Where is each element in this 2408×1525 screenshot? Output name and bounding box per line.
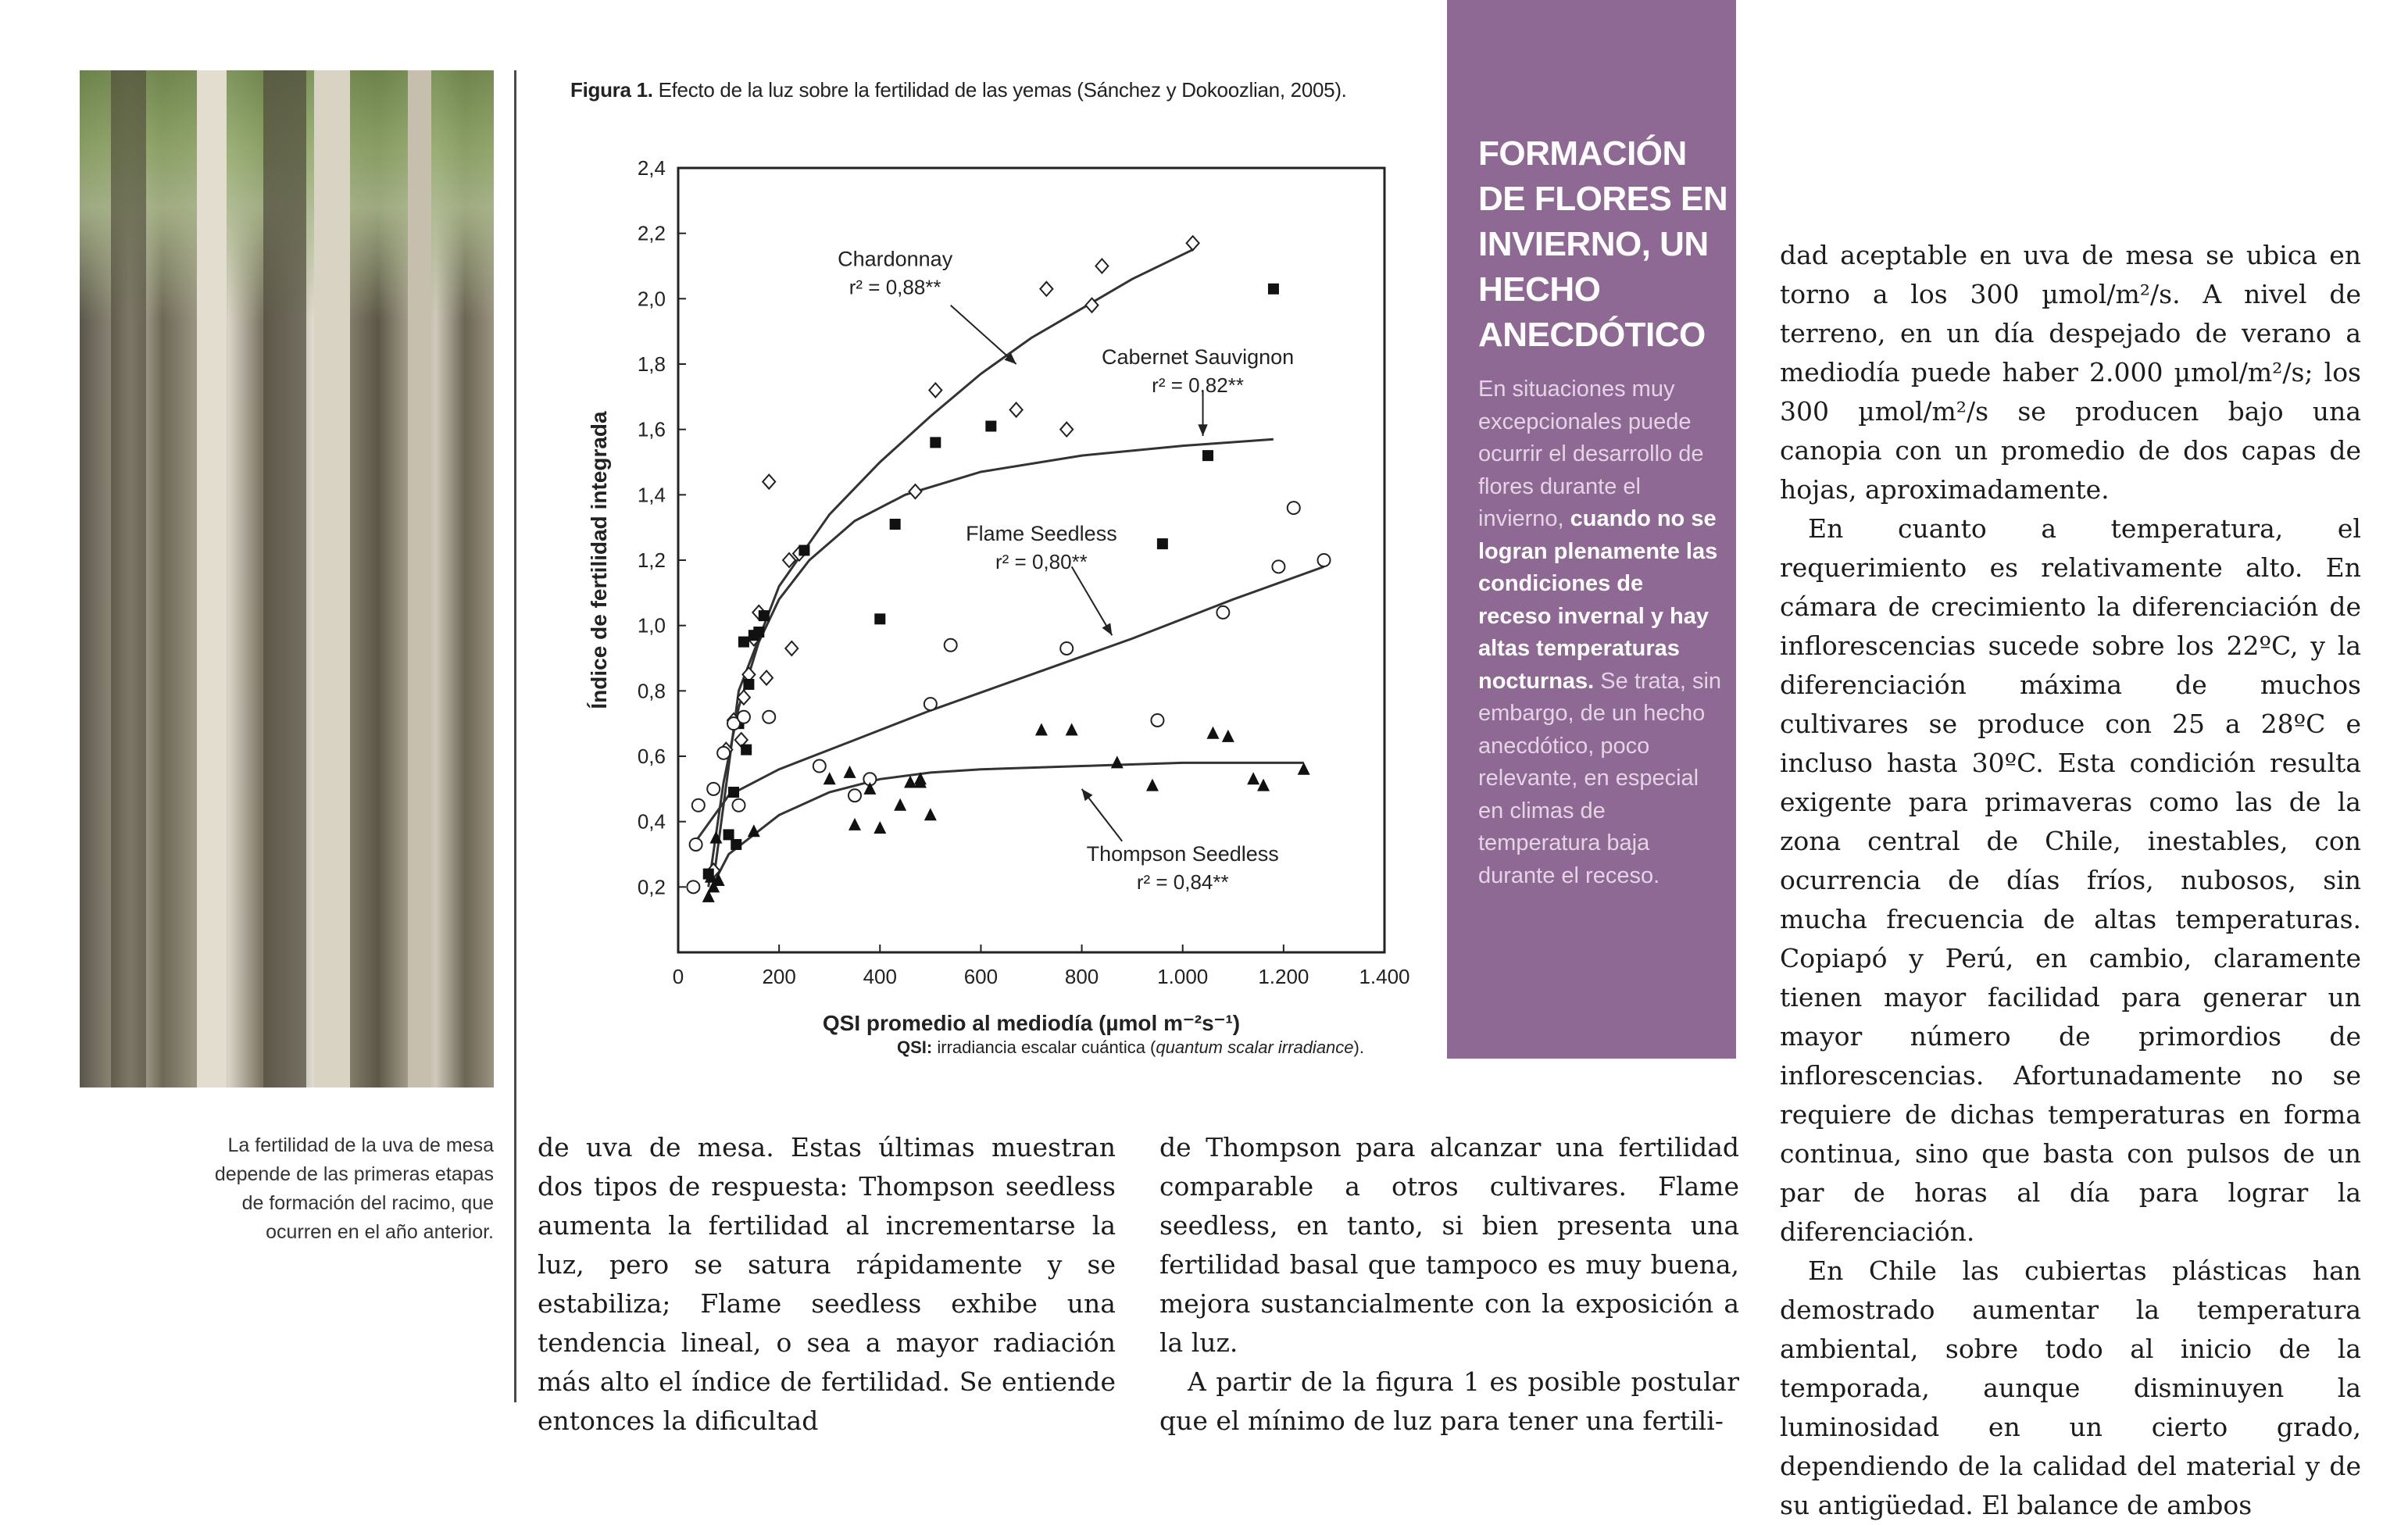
photo-post	[197, 70, 227, 1088]
data-point-thompson-seedless	[874, 821, 886, 834]
data-point-chardonnay	[1010, 403, 1023, 417]
data-point-cabernet-sauvignon	[741, 745, 752, 755]
y-tick-label: 1,8	[637, 352, 666, 376]
data-point-flame-seedless	[1217, 606, 1229, 619]
sidebar-text-a: En situaciones muy excepcionales puede ocurrir el desarrollo de flores durante el invierno,	[1478, 377, 1704, 531]
data-point-flame-seedless	[687, 880, 699, 893]
photo-post	[314, 70, 350, 1088]
sidebar-box	[1447, 0, 1736, 1059]
data-point-thompson-seedless	[904, 775, 916, 788]
x-tick-label: 200	[762, 965, 796, 988]
fertility-chart	[547, 133, 1438, 1039]
data-point-flame-seedless	[707, 783, 720, 795]
data-point-cabernet-sauvignon	[759, 610, 770, 621]
data-point-thompson-seedless	[844, 766, 856, 778]
data-point-thompson-seedless	[894, 798, 906, 811]
y-tick-label: 0,4	[637, 809, 666, 834]
data-point-thompson-seedless	[924, 808, 937, 820]
data-point-flame-seedless	[1060, 642, 1073, 655]
data-point-flame-seedless	[945, 639, 957, 652]
photo-trunk	[263, 70, 306, 1088]
article-paragraph: dad aceptable en uva de mesa se ubica en torno a los 300 µmol/m²/s. A nivel de terreno, en un día despejado de verano a mediodía puede haber 2.000 µmol/m²/s; los 300 µmol/m²/s se producen bajo una canopia con un promedio de dos capas de hojas, aproximadamente.	[1780, 240, 2361, 505]
y-tick-label: 0,2	[637, 875, 666, 899]
data-point-cabernet-sauvignon	[743, 679, 754, 690]
figure-note-label: QSI:	[897, 1038, 933, 1057]
data-point-flame-seedless	[1288, 502, 1300, 514]
article-column-1	[538, 1128, 1116, 1441]
photo-trunk	[111, 70, 146, 1088]
data-point-chardonnay	[909, 484, 921, 498]
photo-caption: La fertilidad de la uva de mesa depende de las primeras etapas de formación del racimo, que ocurren en el año anterior.	[214, 1134, 494, 1243]
x-axis-label: QSI promedio al mediodía (µmol m⁻²s⁻¹)	[822, 1011, 1241, 1035]
data-point-thompson-seedless	[1298, 762, 1310, 775]
data-point-flame-seedless	[738, 711, 750, 723]
data-point-flame-seedless	[717, 747, 730, 759]
data-point-cabernet-sauvignon	[798, 545, 809, 555]
sidebar-title: FORMACIÓN DE FLORES EN INVIERNO, UN HECHO ANECDÓTICO	[1478, 134, 1728, 354]
data-point-cabernet-sauvignon	[723, 829, 734, 840]
data-point-flame-seedless	[1151, 714, 1163, 727]
data-point-cabernet-sauvignon	[930, 437, 941, 448]
data-point-chardonnay	[760, 671, 773, 685]
data-point-flame-seedless	[924, 698, 937, 710]
data-point-flame-seedless	[813, 760, 826, 773]
x-tick-label: 1.200	[1258, 965, 1309, 988]
article-paragraph: A partir de la figura 1 es posible postular que el mínimo de luz para tener una fertili-	[1159, 1366, 1739, 1436]
trend-line-cabernet-sauvignon	[709, 439, 1274, 887]
data-point-flame-seedless	[1272, 560, 1284, 573]
figure-note-text: irradiancia escalar cuántica (	[937, 1038, 1156, 1057]
data-point-thompson-seedless	[1247, 772, 1259, 784]
x-tick-label: 1.400	[1359, 965, 1410, 988]
vineyard-photo	[80, 70, 494, 1088]
data-point-thompson-seedless	[1066, 723, 1078, 736]
data-point-thompson-seedless	[849, 818, 861, 830]
figure-note-italic: quantum scalar irradiance	[1156, 1038, 1354, 1057]
y-tick-label: 1,4	[637, 483, 666, 507]
data-point-thompson-seedless	[1111, 755, 1124, 768]
data-point-flame-seedless	[1318, 554, 1331, 566]
data-point-flame-seedless	[732, 799, 745, 812]
data-point-flame-seedless	[849, 789, 861, 802]
x-tick-label: 600	[963, 965, 999, 988]
article-column-3	[1780, 236, 2361, 1525]
data-point-thompson-seedless	[1206, 727, 1219, 739]
x-tick-label: 800	[1064, 965, 1099, 988]
sidebar-text-highlight: cuando no se logran plenamente las condiciones de receso invernal y hay altas temperaturas nocturnas.	[1478, 506, 1718, 694]
figure-note	[897, 1038, 1364, 1058]
data-point-cabernet-sauvignon	[874, 613, 885, 624]
trend-line-chardonnay	[713, 247, 1192, 880]
annotation-arrowhead-flame-seedless	[1102, 623, 1112, 635]
trend-line-flame-seedless	[693, 566, 1324, 845]
series-r2-flame-seedless: r² = 0,80**	[995, 549, 1088, 573]
data-point-cabernet-sauvignon	[728, 787, 739, 798]
data-point-thompson-seedless	[1035, 723, 1048, 736]
series-label-flame-seedless: Flame Seedless	[966, 521, 1117, 545]
x-tick-label: 0	[672, 965, 684, 988]
data-point-cabernet-sauvignon	[1268, 284, 1279, 295]
data-point-thompson-seedless	[1222, 730, 1234, 742]
sidebar-text-b: Se trata, sin embargo, de un hecho anecdótico, poco relevante, en especial en climas de temperatura baja durante el receso.	[1478, 668, 1722, 888]
figure-note-end: ).	[1353, 1038, 1364, 1057]
data-point-cabernet-sauvignon	[738, 637, 749, 648]
series-label-thompson-seedless: Thompson Seedless	[1086, 841, 1279, 866]
series-r2-thompson-seedless: r² = 0,84**	[1136, 870, 1229, 894]
article-paragraph: de uva de mesa. Estas últimas muestran dos tipos de respuesta: Thompson seedless aumenta la fertilidad al incrementarse la luz, pero se satura rápidamente y se estabiliza; Flame seedless exhibe una tendencia lineal, o sea a mayor radiación más alto el índice de fertilidad. Se entiende entonces la dificultad	[538, 1132, 1116, 1436]
annotation-arrowhead-thompson-seedless	[1082, 789, 1093, 801]
data-point-cabernet-sauvignon	[753, 627, 764, 638]
data-point-cabernet-sauvignon	[731, 839, 741, 850]
series-r2-chardonnay: r² = 0,88**	[849, 275, 941, 299]
photo-post	[408, 70, 431, 1088]
article-paragraph: En cuanto a temperatura, el requerimiento es relativamente alto. En cámara de crecimiento la diferenciación de inflorescencias sucede sobre los 22ºC, y la diferenciación máxima de muchos cultivares se produce con 25 a 28ºC e incluso hasta 30ºC. Esta condición resulta exigente para primaveras como las de la zona central de Chile, inestables, con ocurrencia de días fríos, nubosos, sin mucha frecuencia de altas temperaturas. Copiapó y Perú, en cambio, claramente tienen mayor facilidad para generar un mayor número de primordios de inflorescencias. Afortunadamente no se requiere de dichas temperaturas en forma continua, sino que basta con pulsos de un par de horas al día para lograr la diferenciación.	[1780, 513, 2361, 1247]
data-point-flame-seedless	[763, 711, 775, 723]
figure-title-text: Efecto de la luz sobre la fertilidad de las yemas (Sánchez y Dokoozlian, 2005).	[658, 78, 1347, 102]
data-point-chardonnay	[1060, 423, 1073, 437]
article-paragraph: de Thompson para alcanzar una fertilidad comparable a otros cultivares. Flame seedless, en tanto, si bien presenta una fertilidad basal que tampoco es muy buena, mejora sustancialmente con la exposición a la luz.	[1159, 1132, 1739, 1358]
y-tick-label: 2,4	[637, 156, 666, 180]
annotation-arrowhead-cabernet-sauvignon	[1198, 424, 1207, 436]
y-tick-label: 2,0	[637, 287, 666, 311]
y-tick-label: 0,6	[637, 745, 666, 768]
data-point-cabernet-sauvignon	[890, 519, 901, 530]
data-point-flame-seedless	[692, 799, 705, 812]
data-point-chardonnay	[785, 641, 798, 655]
article-column-2	[1159, 1128, 1739, 1441]
figure-label: Figura 1.	[570, 78, 653, 102]
annotation-arrow-flame-seedless	[1072, 566, 1113, 635]
y-tick-label: 1,6	[637, 417, 666, 441]
data-point-thompson-seedless	[1146, 779, 1159, 791]
column-divider	[514, 70, 516, 1402]
y-tick-label: 2,2	[637, 221, 666, 245]
data-point-cabernet-sauvignon	[985, 420, 996, 431]
figure-title	[570, 78, 1347, 102]
data-point-flame-seedless	[690, 838, 702, 851]
x-tick-label: 1.000	[1157, 965, 1209, 988]
annotation-arrow-chardonnay	[951, 305, 1016, 364]
sidebar-text	[1478, 373, 1722, 892]
data-point-chardonnay	[1095, 259, 1108, 273]
series-r2-cabernet-sauvignon: r² = 0,82**	[1152, 373, 1244, 397]
data-point-cabernet-sauvignon	[1157, 538, 1168, 549]
y-tick-label: 1,2	[637, 548, 666, 572]
y-axis-label: Índice de fertilidad integrada	[587, 411, 611, 709]
x-tick-label: 400	[863, 965, 897, 988]
series-label-chardonnay: Chardonnay	[838, 247, 953, 271]
article-paragraph: En Chile las cubiertas plásticas han demostrado aumentar la temperatura ambiental, sobre todo al inicio de la temporada, aunque disminuyen la luminosidad en un cierto grado, dependiendo de la calidad del material y de su antigüedad. El balance de ambos	[1780, 1255, 2361, 1520]
series-label-cabernet-sauvignon: Cabernet Sauvignon	[1101, 345, 1295, 369]
data-point-chardonnay	[929, 383, 941, 397]
data-point-chardonnay	[1187, 236, 1199, 250]
y-tick-label: 1,0	[637, 613, 666, 638]
data-point-thompson-seedless	[1257, 779, 1270, 791]
data-point-chardonnay	[763, 475, 775, 489]
data-point-chardonnay	[1040, 282, 1052, 296]
data-point-cabernet-sauvignon	[1202, 450, 1213, 461]
y-tick-label: 0,8	[637, 679, 666, 703]
data-point-thompson-seedless	[824, 772, 836, 784]
